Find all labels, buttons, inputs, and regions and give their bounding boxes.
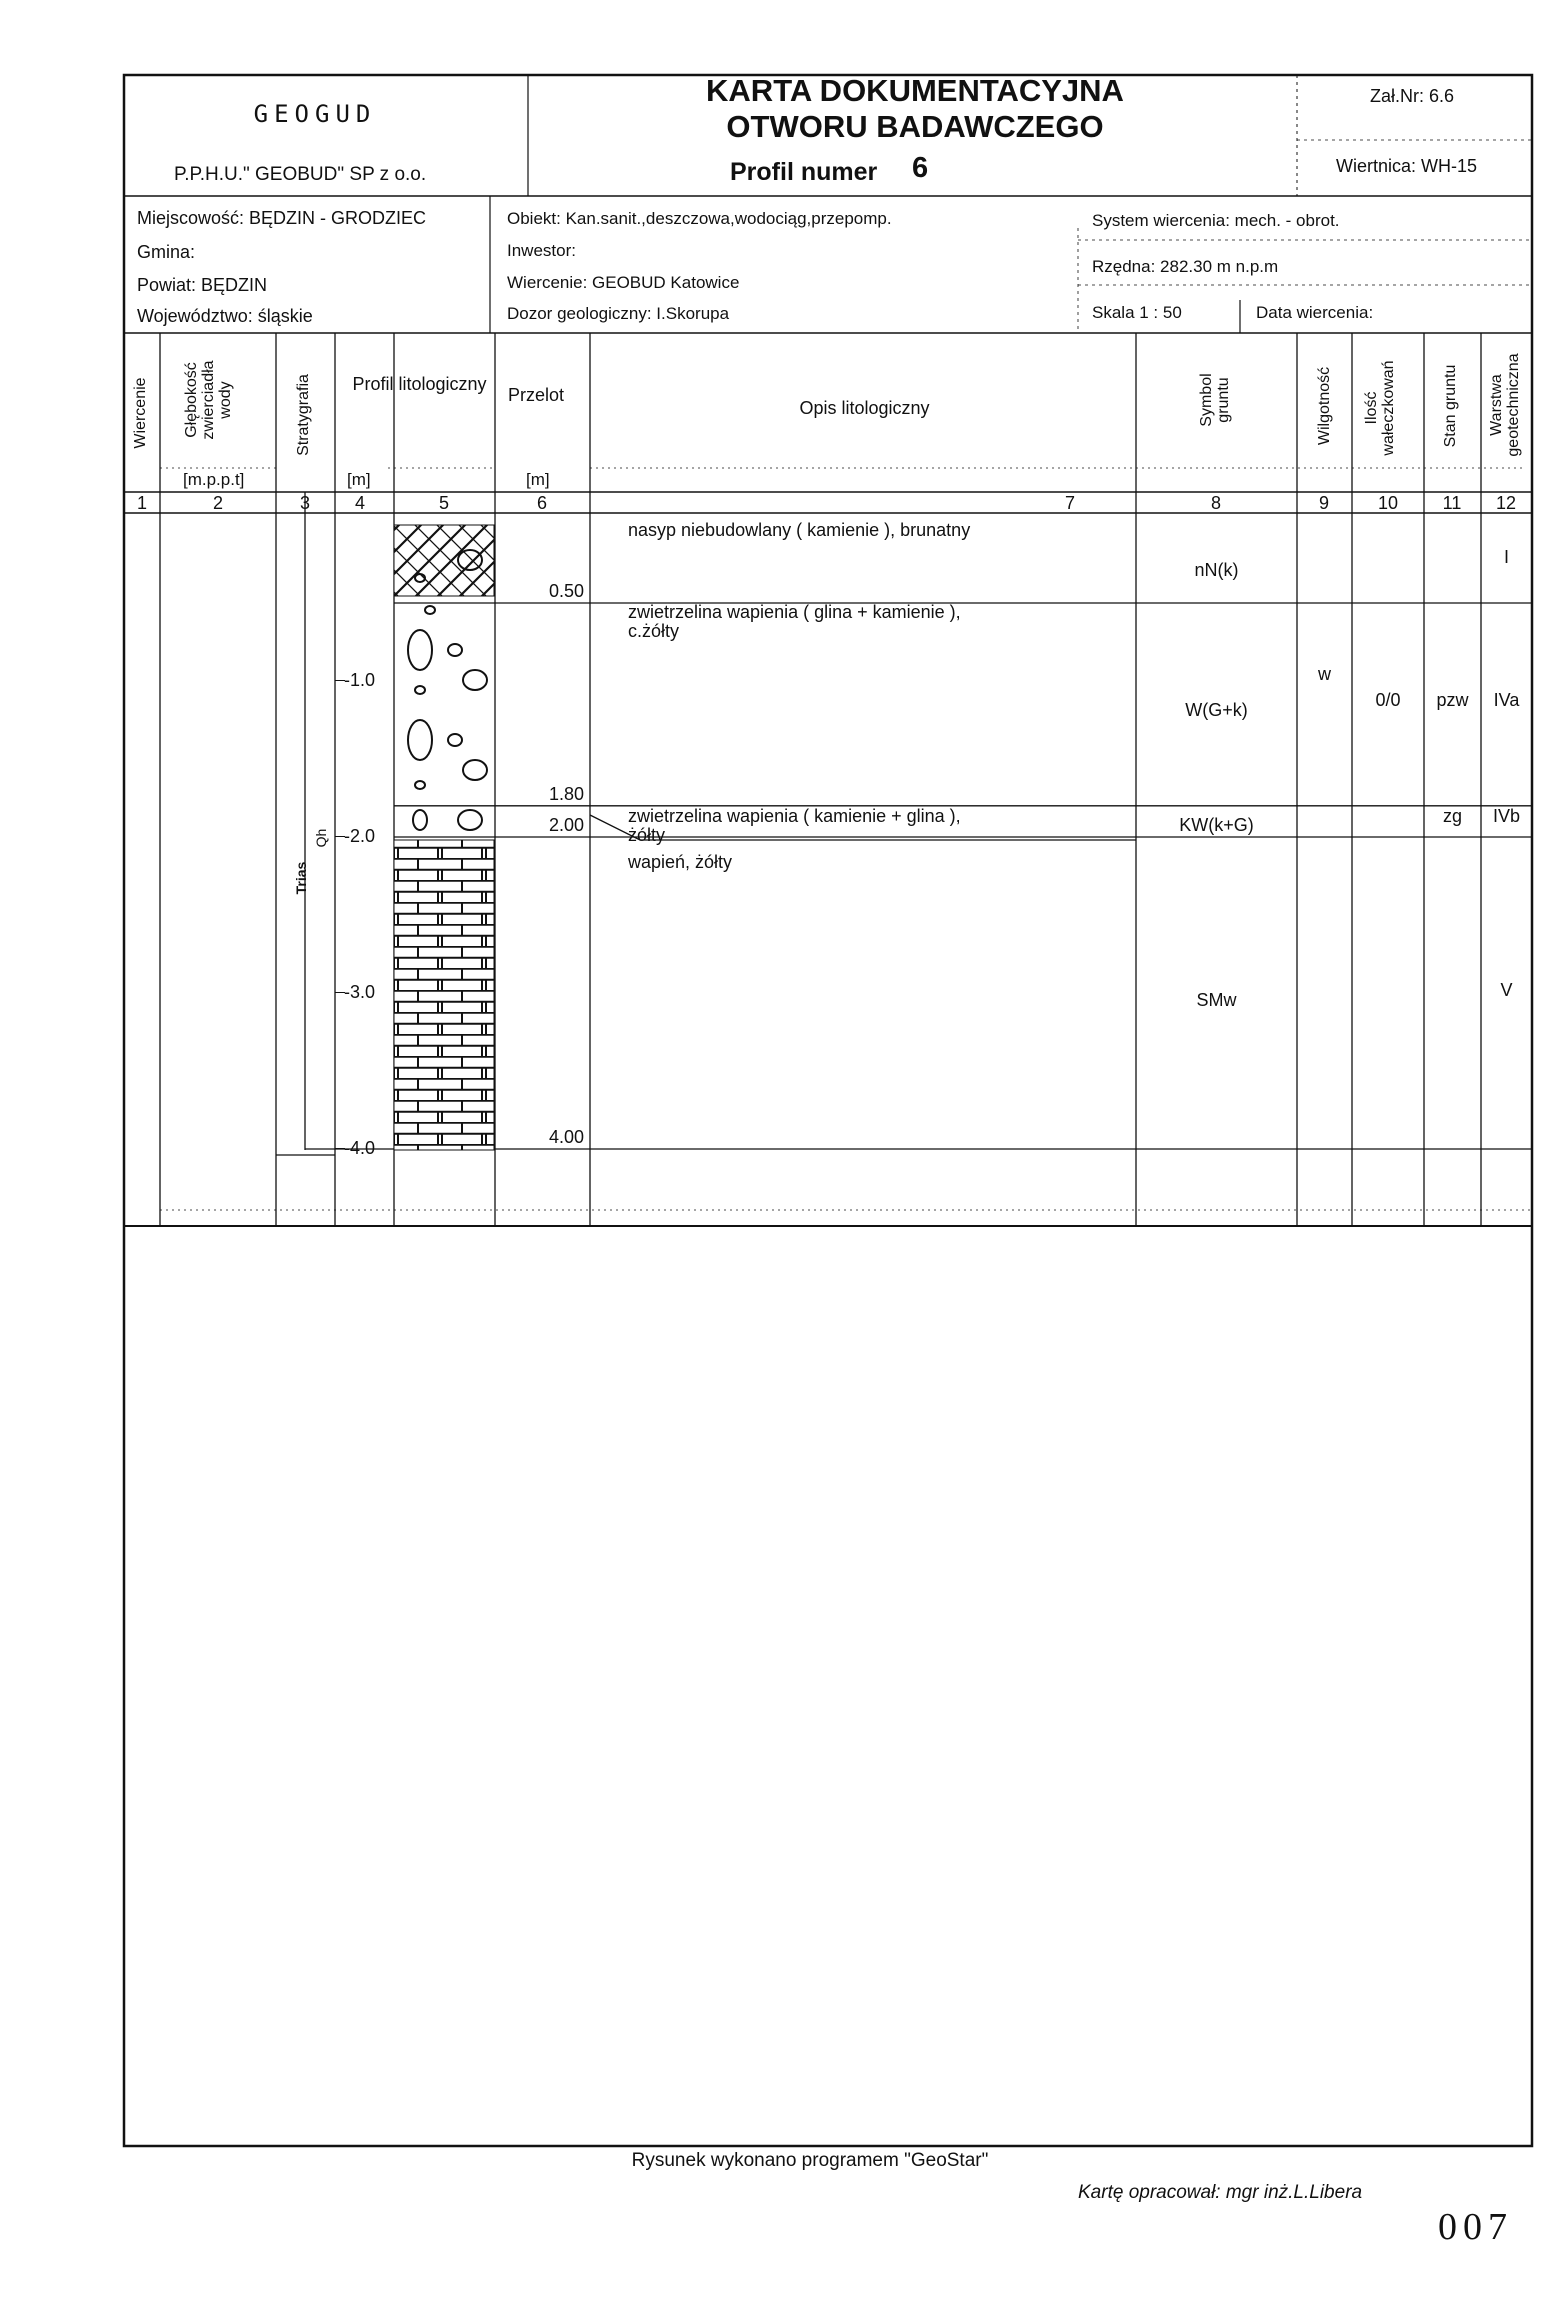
drilling-elevation: Rzędna: 282.30 m n.p.m xyxy=(1092,257,1279,276)
layer-geotech: IVb xyxy=(1492,806,1521,826)
col-header-rolls: Ilość wałeczkowań xyxy=(1363,360,1397,456)
layer-soil-symbol: KW(k+G) xyxy=(1179,815,1254,835)
column-number: 11 xyxy=(1442,493,1462,513)
stratigraphy-system: Trias xyxy=(293,861,309,895)
col-header-depth-unit: [m] xyxy=(347,470,371,489)
column-number: 2 xyxy=(212,493,223,513)
company-name: P.P.H.U." GEOBUD" SP z o.o. xyxy=(174,164,427,185)
footer-software: Rysunek wykonano programem "GeoStar" xyxy=(631,2150,989,2171)
col-header-soil-state: Stan gruntu xyxy=(1442,364,1459,448)
layer-bottom-depth: 4.00 xyxy=(548,1127,584,1147)
project-supervision: Dozor geologiczny: I.Skorupa xyxy=(507,304,730,323)
pebble-symbol xyxy=(463,760,487,780)
column-number: 12 xyxy=(1495,493,1517,513)
layer-moisture: w xyxy=(1318,664,1331,684)
col-header-geotech-layer: Warstwa geotechniczna xyxy=(1488,353,1522,457)
pebble-symbol xyxy=(415,781,425,789)
pebble-symbol xyxy=(408,720,432,760)
project-investor: Inwestor: xyxy=(507,241,576,260)
profile-number: 6 xyxy=(912,152,929,184)
project-object: Obiekt: Kan.sanit.,deszczowa,wodociąg,przepomp. xyxy=(507,209,892,228)
col-header-soil-symbol: Symbol gruntu xyxy=(1198,373,1232,427)
profile-label: Profil numer xyxy=(730,158,878,186)
layer-geotech: I xyxy=(1503,547,1509,567)
layer-description: zwietrzelina wapienia ( glina + kamienie ), xyxy=(628,602,961,622)
footer-author: Kartę opracował: mgr inż.L.Libera xyxy=(1078,2182,1363,2203)
layer-soil-symbol: SMw xyxy=(1196,990,1237,1010)
drilling-scale: Skala 1 : 50 xyxy=(1092,303,1182,322)
pebble-symbol xyxy=(458,810,482,830)
stratigraphy-unit: Qh xyxy=(313,828,329,848)
pebble-symbol xyxy=(415,686,425,694)
layer-soil-state: zg xyxy=(1442,806,1462,826)
layer-description: żółty xyxy=(628,825,666,845)
col-header-water-depth: Głębokość zwierciadła wody xyxy=(183,360,234,440)
col-header-interval: Przelot xyxy=(508,385,565,405)
pebble-symbol xyxy=(463,670,487,690)
col-header-lithology: Profil litologiczny xyxy=(352,374,487,394)
column-number: 4 xyxy=(354,493,365,513)
depth-label: -4.0 xyxy=(344,1138,376,1158)
card-subtitle: OTWORU BADAWCZEGO xyxy=(726,109,1104,144)
layer-rolls: 0/0 xyxy=(1375,690,1401,710)
column-number: 8 xyxy=(1210,493,1221,513)
location-voivodeship: Województwo: śląskie xyxy=(137,306,313,326)
layer-description: c.żółty xyxy=(628,621,680,641)
location-commune: Gmina: xyxy=(137,242,196,262)
layer-soil-state: pzw xyxy=(1436,690,1469,710)
col-header-stratigraphy: Stratygrafia xyxy=(295,374,312,456)
drilling-system: System wiercenia: mech. - obrot. xyxy=(1092,211,1340,230)
pebble-symbol xyxy=(448,734,462,746)
layer-description: wapień, żółty xyxy=(628,852,733,872)
location-town: Miejscowość: BĘDZIN - GRODZIEC xyxy=(137,208,427,228)
location-county: Powiat: BĘDZIN xyxy=(137,275,268,295)
col-header-interval-unit: [m] xyxy=(526,470,550,489)
card-title: KARTA DOKUMENTACYJNA xyxy=(706,73,1124,108)
company-logo: GEOGUD xyxy=(253,100,377,128)
layer-geotech: IVa xyxy=(1493,690,1520,710)
project-driller: Wiercenie: GEOBUD Katowice xyxy=(507,273,740,292)
pebble-symbol xyxy=(425,606,435,614)
column-number: 5 xyxy=(438,493,449,513)
pebble-symbol xyxy=(408,630,432,670)
pebble-symbol xyxy=(413,810,427,830)
drilling-rig: Wiertnica: WH-15 xyxy=(1336,156,1478,176)
attachment-number: Zał.Nr: 6.6 xyxy=(1370,86,1455,106)
layer-bottom-depth: 2.00 xyxy=(548,815,584,835)
column-number: 6 xyxy=(536,493,547,513)
depth-label: -3.0 xyxy=(344,982,376,1002)
depth-label: -2.0 xyxy=(344,826,376,846)
column-number: 7 xyxy=(1064,493,1075,513)
layer-description: zwietrzelina wapienia ( kamienie + glina ), xyxy=(628,806,961,826)
column-number: 1 xyxy=(136,493,147,513)
column-number: 9 xyxy=(1318,493,1329,513)
layer-bottom-depth: 1.80 xyxy=(548,783,584,804)
column-number: 10 xyxy=(1377,493,1399,513)
pebble-symbol xyxy=(448,644,462,656)
layer-bottom-depth: 0.50 xyxy=(548,581,584,601)
layer-geotech: V xyxy=(1500,980,1513,1000)
layer-soil-symbol: W(G+k) xyxy=(1185,700,1248,720)
col-header-water-unit: [m.p.p.t] xyxy=(183,470,245,489)
layer-description: nasyp niebudowlany ( kamienie ), brunatny xyxy=(628,520,971,540)
layer-soil-symbol: nN(k) xyxy=(1194,560,1239,580)
drilling-date: Data wiercenia: xyxy=(1256,303,1374,322)
depth-label: -1.0 xyxy=(344,670,376,690)
col-header-description: Opis litologiczny xyxy=(799,398,930,418)
col-header-moisture: Wilgotność xyxy=(1316,366,1333,446)
col-header-drilling: Wiercenie xyxy=(132,377,149,449)
page-stamp: 007 xyxy=(1438,2206,1513,2248)
column-number: 3 xyxy=(299,493,310,513)
